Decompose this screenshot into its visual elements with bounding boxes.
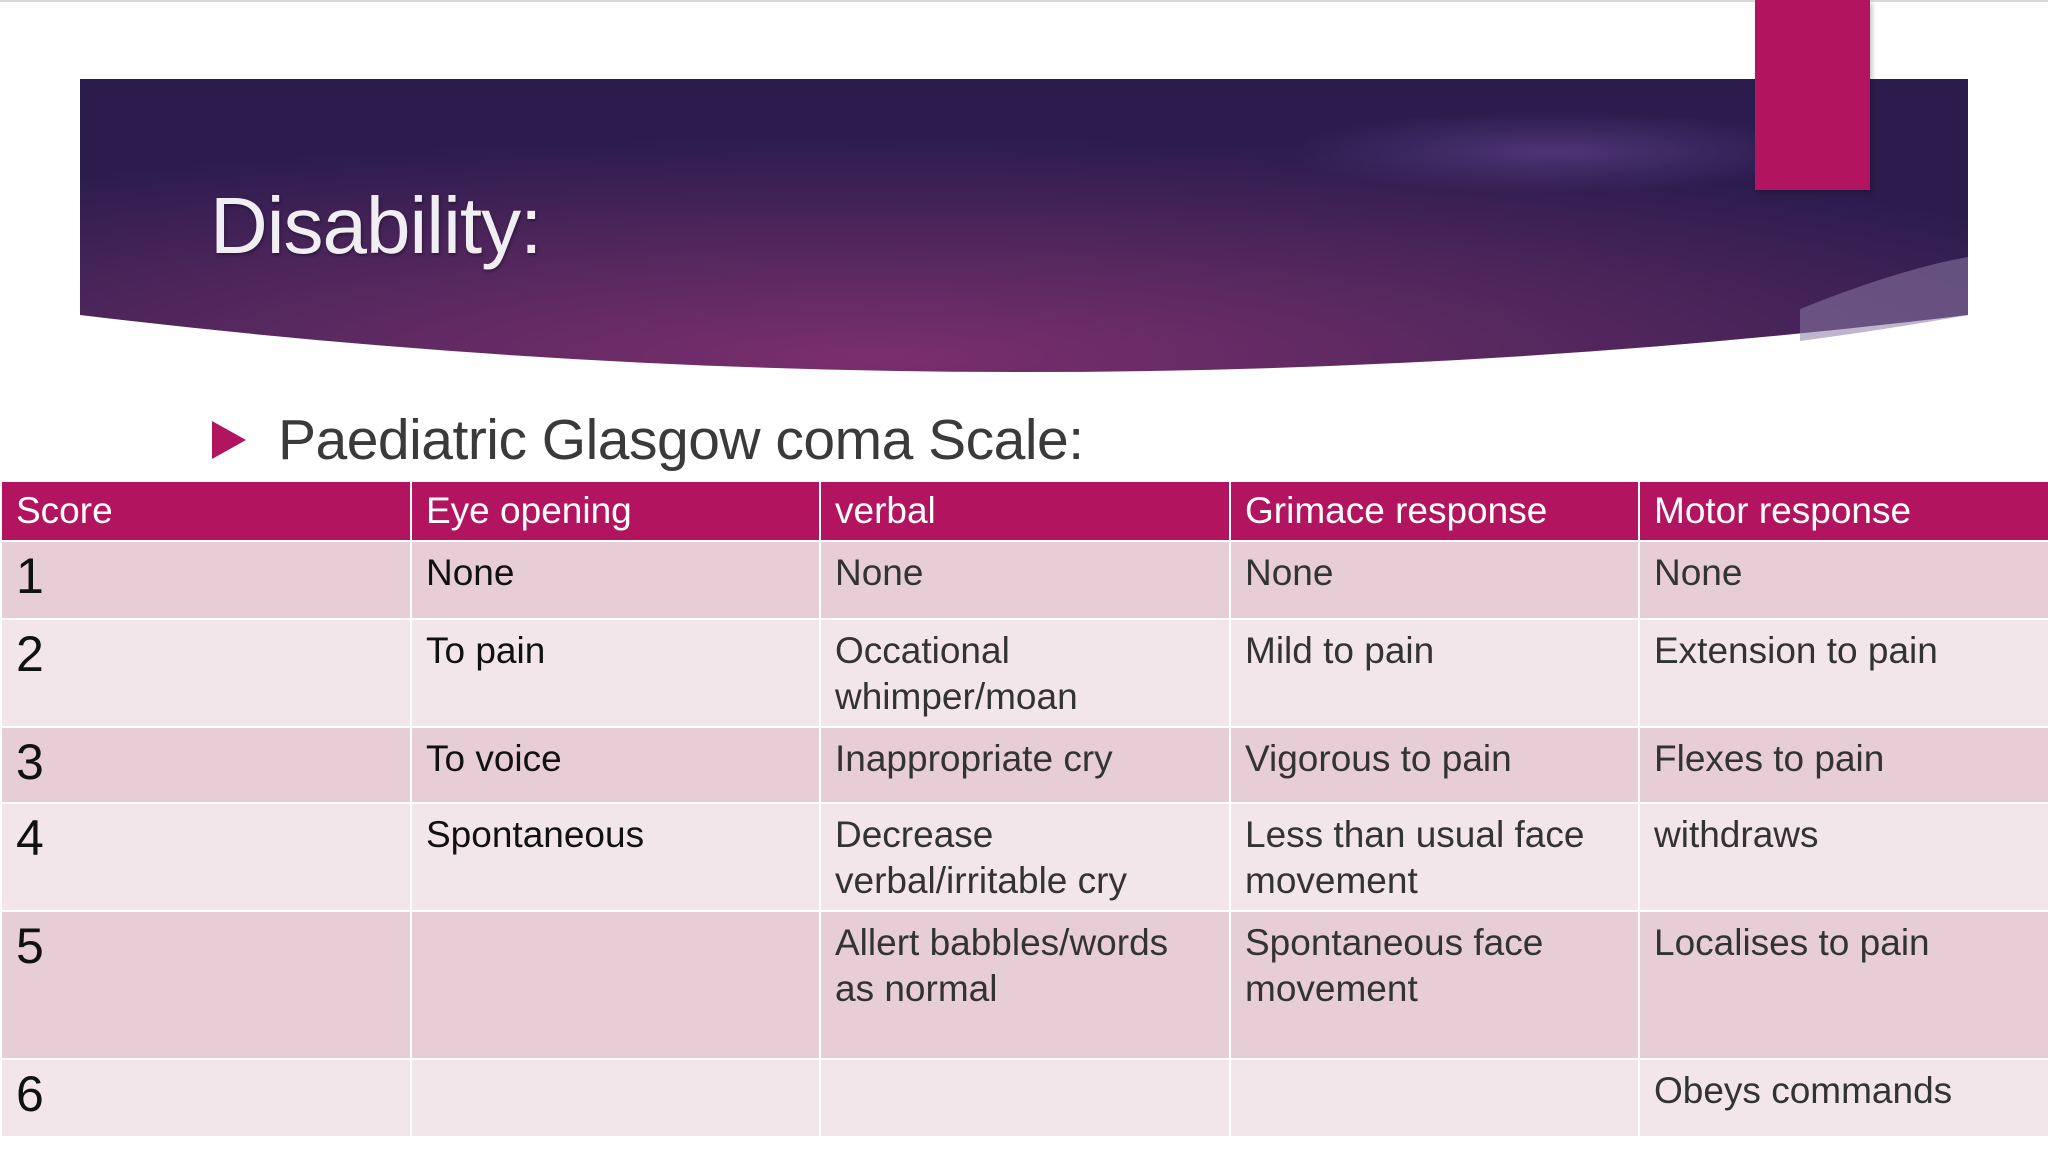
verbal-cell: Allert babbles/words as normal: [820, 911, 1230, 1059]
eye-opening-cell: [411, 911, 820, 1059]
triangle-bullet-icon: [212, 421, 246, 459]
grimace-cell: Less than usual face movement: [1230, 803, 1639, 911]
table-row: [1, 911, 2048, 1059]
motor-cell: Obeys commands: [1639, 1059, 2048, 1137]
bullet-item: [212, 408, 1084, 472]
eye-opening-cell: To pain: [411, 619, 820, 727]
glasgow-coma-scale-table: [0, 480, 2048, 1138]
header-grimace-response: Grimace response: [1230, 481, 1639, 541]
header-verbal: verbal: [820, 481, 1230, 541]
grimace-cell: Spontaneous face movement: [1230, 911, 1639, 1059]
header-score: Score: [1, 481, 411, 541]
table-row: [1, 727, 2048, 803]
score-cell: 3: [1, 727, 411, 803]
eye-opening-cell: [411, 1059, 820, 1137]
eye-opening-cell: To voice: [411, 727, 820, 803]
score-cell: 6: [1, 1059, 411, 1137]
motor-cell: None: [1639, 541, 2048, 619]
grimace-cell: Mild to pain: [1230, 619, 1639, 727]
score-cell: 2: [1, 619, 411, 727]
verbal-cell: Inappropriate cry: [820, 727, 1230, 803]
score-cell: 5: [1, 911, 411, 1059]
score-cell: 4: [1, 803, 411, 911]
table-row: [1, 1059, 2048, 1137]
eye-opening-cell: Spontaneous: [411, 803, 820, 911]
grimace-cell: None: [1230, 541, 1639, 619]
eye-opening-cell: None: [411, 541, 820, 619]
bullet-text: Paediatric Glasgow coma Scale:: [278, 408, 1084, 472]
verbal-cell: [820, 1059, 1230, 1137]
grimace-cell: Vigorous to pain: [1230, 727, 1639, 803]
motor-cell: withdraws: [1639, 803, 2048, 911]
motor-cell: Localises to pain: [1639, 911, 2048, 1059]
accent-tab: [1755, 0, 1870, 190]
slide-title: Disability:: [210, 181, 542, 270]
verbal-cell: Decrease verbal/irritable cry: [820, 803, 1230, 911]
table-header-row: [1, 481, 2048, 541]
verbal-cell: None: [820, 541, 1230, 619]
header-motor-response: Motor response: [1639, 481, 2048, 541]
top-divider: [0, 0, 2048, 2]
motor-cell: Flexes to pain: [1639, 727, 2048, 803]
table-row: [1, 619, 2048, 727]
table-row: [1, 541, 2048, 619]
verbal-cell: Occational whimper/moan: [820, 619, 1230, 727]
grimace-cell: [1230, 1059, 1639, 1137]
header-eye-opening: Eye opening: [411, 481, 820, 541]
motor-cell: Extension to pain: [1639, 619, 2048, 727]
table-row: [1, 803, 2048, 911]
score-cell: 1: [1, 541, 411, 619]
